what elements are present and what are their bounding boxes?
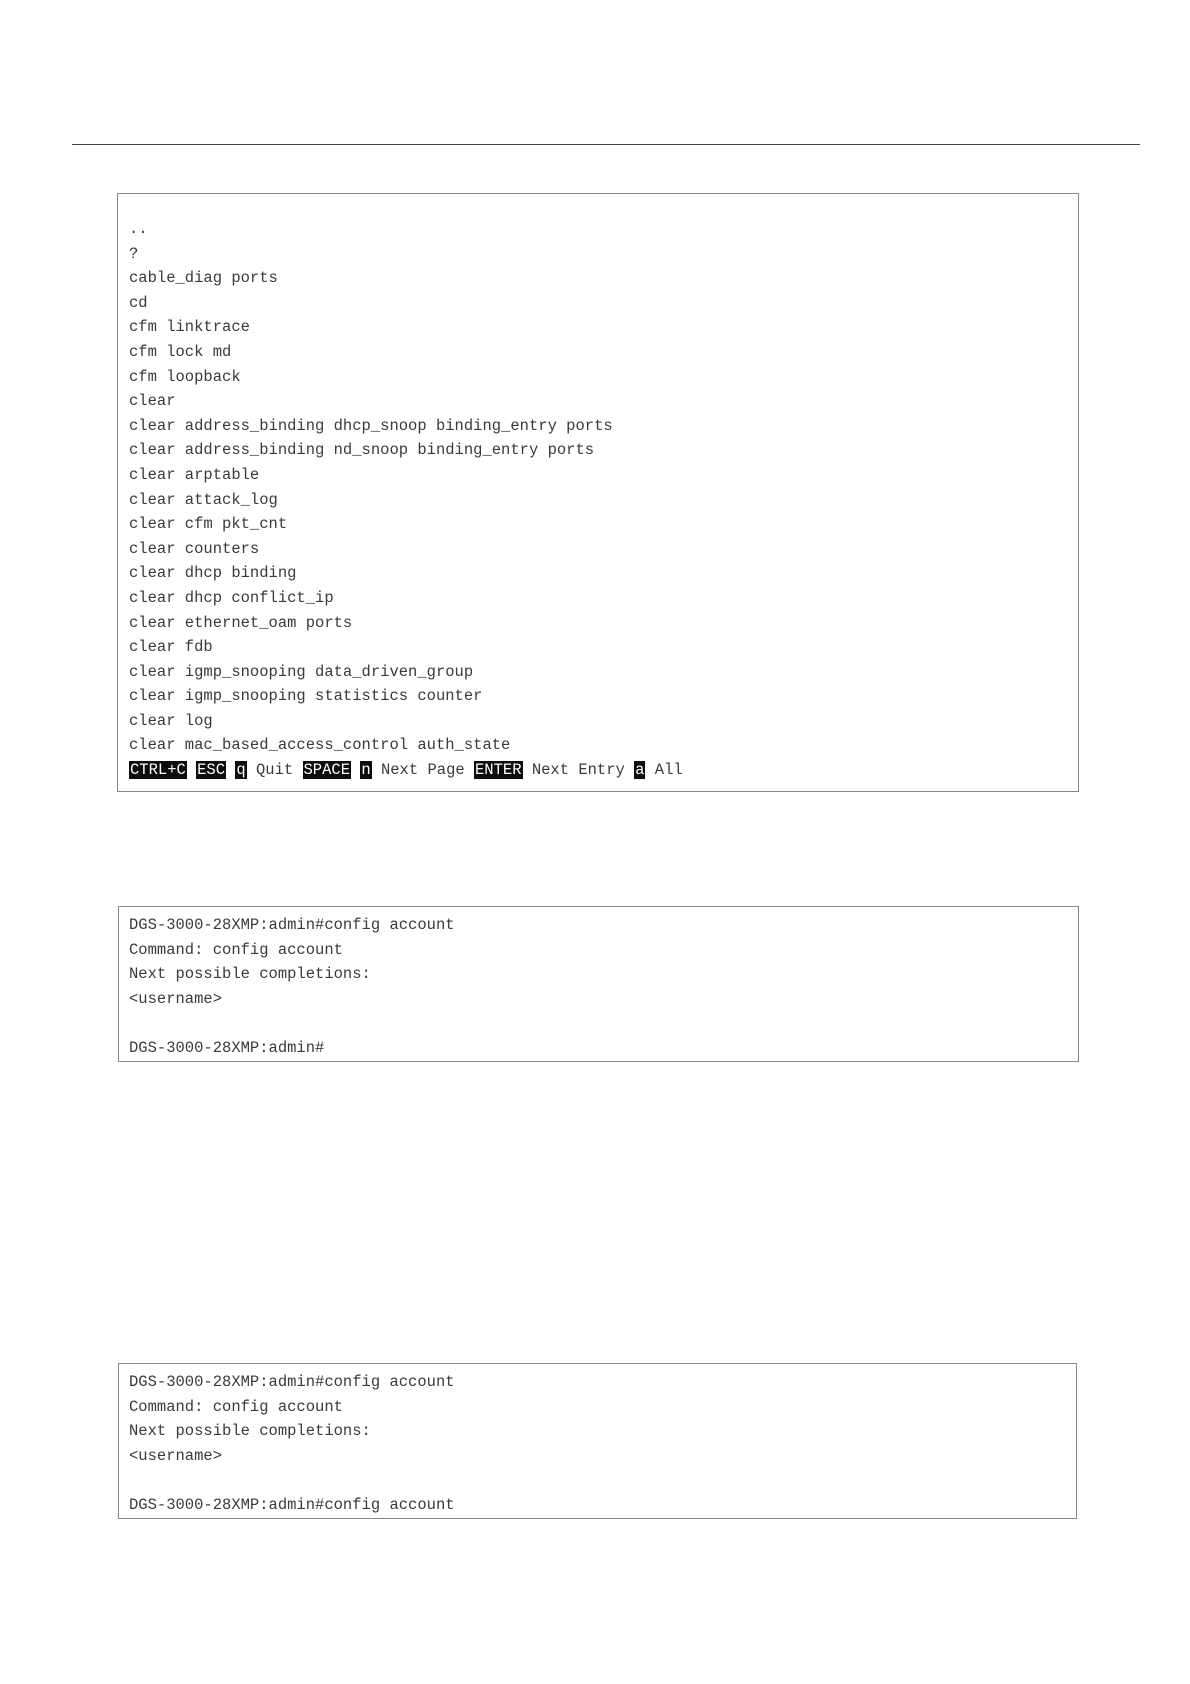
console-line: DGS-3000-28XMP:admin#config account bbox=[129, 916, 455, 934]
console-prompt: DGS-3000-28XMP:admin# bbox=[129, 1038, 325, 1057]
console-line: clear address_binding dhcp_snoop binding_entry ports bbox=[129, 416, 613, 435]
console-line: <username> bbox=[129, 1446, 223, 1465]
console-line: <username> bbox=[129, 989, 223, 1008]
pager-footer bbox=[129, 758, 1078, 783]
console-line: clear dhcp conflict_ip bbox=[129, 588, 334, 607]
console-line bbox=[129, 1011, 1078, 1036]
console-line: clear ethernet_oam ports bbox=[129, 613, 353, 632]
console-line: cd bbox=[129, 293, 148, 312]
all-label: All bbox=[654, 761, 683, 780]
console-output-config-account bbox=[118, 906, 1079, 1062]
console-line: clear log bbox=[129, 711, 213, 730]
console-prompt: DGS-3000-28XMP:admin#config account bbox=[129, 1495, 455, 1514]
console-line: Command: config account bbox=[129, 1397, 343, 1416]
console-line: clear arptable bbox=[129, 465, 260, 484]
console-line: clear address_binding nd_snoop binding_entry ports bbox=[129, 441, 595, 460]
key-q: q bbox=[236, 761, 246, 780]
console-line: Command: config account bbox=[129, 940, 343, 959]
key-enter: ENTER bbox=[474, 761, 522, 780]
console-line: clear counters bbox=[129, 539, 260, 558]
key-esc: ESC bbox=[197, 761, 226, 780]
console-output-config-account-recall bbox=[118, 1363, 1077, 1519]
key-space: SPACE bbox=[303, 761, 351, 780]
console-line: clear cfm pkt_cnt bbox=[129, 515, 288, 534]
key-ctrl-c: CTRL+C bbox=[130, 761, 186, 780]
console-line: clear mac_based_access_control auth_state bbox=[129, 736, 511, 755]
quit-label: Quit bbox=[255, 761, 294, 780]
key-n: n bbox=[361, 761, 371, 780]
console-line: clear igmp_snooping statistics counter bbox=[129, 687, 483, 706]
console-line: cfm loopback bbox=[129, 367, 241, 386]
console-line: clear bbox=[129, 392, 176, 411]
console-line: clear dhcp binding bbox=[129, 564, 297, 583]
console-line: ? bbox=[129, 244, 139, 263]
console-output-help-list bbox=[117, 193, 1079, 792]
console-line: cfm lock md bbox=[129, 342, 232, 361]
next-entry-label: Next Entry bbox=[531, 761, 625, 780]
console-line: clear attack_log bbox=[129, 490, 278, 509]
console-line: cable_diag ports bbox=[129, 269, 278, 288]
console-line: clear fdb bbox=[129, 638, 213, 657]
key-a: a bbox=[635, 761, 645, 780]
console-line: Next possible completions: bbox=[129, 965, 371, 984]
next-page-label: Next Page bbox=[380, 761, 465, 780]
header-rule bbox=[72, 144, 1140, 145]
console-line: cfm linktrace bbox=[129, 318, 250, 337]
console-line: .. bbox=[129, 220, 148, 238]
console-line: clear igmp_snooping data_driven_group bbox=[129, 662, 474, 681]
console-line: DGS-3000-28XMP:admin#config account bbox=[129, 1373, 455, 1391]
console-line: Next possible completions: bbox=[129, 1422, 371, 1441]
console-line bbox=[129, 1468, 1076, 1493]
